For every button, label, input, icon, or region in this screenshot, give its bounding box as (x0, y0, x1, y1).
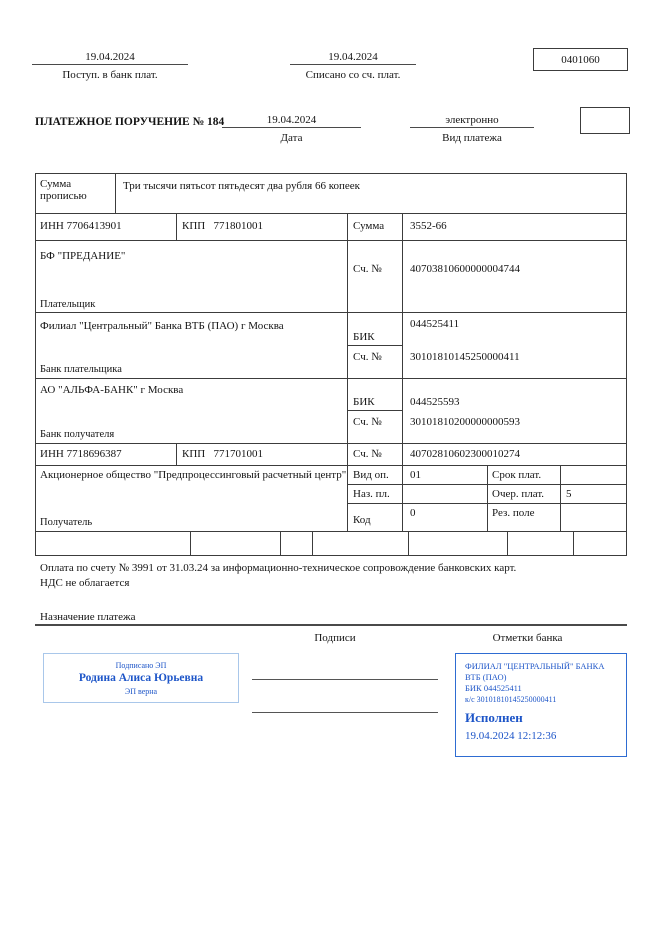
purpose-label: Назначение платежа (40, 611, 136, 623)
payment-kind-label: Вид платежа (442, 132, 502, 144)
purpose-line-1: Оплата по счету № 3991 от 31.03.24 за информационно-техническое сопровождение банковских карт. (40, 562, 517, 574)
bank-stamp (455, 653, 627, 757)
payer-kpp: КПП 771801001 (182, 220, 263, 232)
grid-line (35, 312, 627, 313)
payer-bank-bik: 044525411 (410, 318, 460, 330)
esign-signer-name: Родина Алиса Юрьевна (78, 671, 204, 684)
payment-term-label: Срок плат. (492, 469, 542, 481)
beneficiary-label: Получатель (40, 517, 93, 528)
beneficiary-name: Акционерное общество "Предпроцессинговый расчетный центр" (40, 469, 347, 481)
debited-date: 19.04.2024 (290, 50, 416, 65)
amount-label: Сумма (353, 220, 385, 232)
status-code-box (580, 107, 630, 134)
amount-words-label: Сумма прописью (40, 178, 87, 202)
beneficiary-bank-label: Банк получателя (40, 429, 115, 440)
payer-inn: ИНН 7706413901 (40, 220, 122, 232)
grid-line (312, 531, 313, 556)
stamp-bik: БИК 044525411 (465, 683, 522, 693)
grid-line (176, 213, 177, 240)
grid-line (176, 443, 177, 465)
op-type-value: 01 (410, 469, 421, 481)
beneficiary-bank-name: АО "АЛЬФА-БАНК" г Москва (40, 384, 184, 396)
amount-value: 3552-66 (410, 220, 447, 232)
beneficiary-account: 40702810602300010274 (410, 448, 520, 460)
payment-queue-value: 5 (566, 488, 572, 500)
grid-line (347, 345, 402, 346)
code-label: Код (353, 514, 371, 526)
beneficiary-bank-account-label: Сч. № (353, 416, 382, 428)
beneficiary-bank-bik-label: БИК (353, 396, 375, 408)
stamp-bank-name-line1: ФИЛИАЛ "ЦЕНТРАЛЬНЫЙ" БАНКА (465, 661, 605, 671)
esign-stamp (43, 653, 239, 703)
grid-line (35, 213, 627, 214)
document-date-label: Дата (280, 132, 303, 144)
payer-bank-account-label: Сч. № (353, 351, 382, 363)
grid-line (402, 213, 403, 531)
payer-account: 40703810600000004744 (410, 263, 520, 275)
payer-label: Плательщик (40, 299, 96, 310)
document-title: ПЛАТЕЖНОЕ ПОРУЧЕНИЕ № 184 (35, 116, 225, 128)
form-code: 0401060 (561, 54, 600, 66)
stamp-bank-name-line2: ВТБ (ПАО) (465, 672, 507, 682)
payer-bank-bik-label: БИК (353, 331, 375, 343)
stamp-datetime: 19.04.2024 12:12:36 (465, 730, 557, 742)
grid-line (347, 410, 402, 411)
grid-line (347, 213, 348, 531)
signature-line-1 (252, 679, 438, 680)
grid-line (507, 531, 508, 556)
grid-line (35, 240, 627, 241)
reserve-field-label: Рез. поле (492, 507, 535, 519)
esign-signed-label: Подписано ЭП (115, 660, 167, 670)
stamp-status: Исполнен (465, 710, 523, 725)
document-date: 19.04.2024 (222, 113, 361, 128)
payer-bank-account: 30101810145250000411 (410, 351, 520, 363)
signature-line-2 (252, 712, 438, 713)
beneficiary-account-label: Сч. № (353, 448, 382, 460)
beneficiary-bank-account: 30101810200000000593 (410, 416, 520, 428)
signatures-label: Подписи (314, 632, 356, 644)
purpose-underline (35, 624, 627, 626)
beneficiary-kpp: КПП 771701001 (182, 448, 263, 460)
esign-valid-label: ЭП верна (124, 686, 158, 696)
debited-label: Списано со сч. плат. (305, 69, 401, 81)
received-in-bank-date: 19.04.2024 (32, 50, 188, 65)
op-type-label: Вид оп. (353, 469, 389, 481)
payer-account-label: Сч. № (353, 263, 382, 275)
payment-kind: электронно (410, 113, 534, 128)
grid-line (280, 531, 281, 556)
received-in-bank-label: Поступ. в банк плат. (62, 69, 158, 81)
payer-name: БФ "ПРЕДАНИЕ" (40, 250, 126, 262)
grid-line (35, 443, 627, 444)
form-code-box (533, 48, 628, 71)
stamp-corr-account: к/с 30101810145250000411 (465, 695, 557, 704)
grid-line (487, 465, 488, 531)
payer-bank-label: Банк плательщика (40, 364, 122, 375)
bank-marks-label: Отметки банка (492, 632, 563, 644)
amount-words-value: Три тысячи пятьсот пятьдесят два рубля 66 копеек (123, 180, 360, 192)
grid-line (408, 531, 409, 556)
grid-line (190, 531, 191, 556)
purpose-line-2: НДС не облагается (40, 577, 130, 589)
code-value: 0 (410, 507, 416, 519)
payment-queue-label: Очер. плат. (492, 488, 545, 500)
grid-line (35, 531, 627, 532)
purpose-code-label: Наз. пл. (353, 488, 390, 500)
beneficiary-inn: ИНН 7718696387 (40, 448, 122, 460)
beneficiary-bank-bik: 044525593 (410, 396, 460, 408)
grid-line (115, 173, 116, 213)
grid-line (560, 465, 561, 531)
grid-line (573, 531, 574, 556)
grid-line (35, 378, 627, 379)
grid-line (35, 465, 627, 466)
payer-bank-name: Филиал "Центральный" Банка ВТБ (ПАО) г Москва (40, 320, 284, 332)
